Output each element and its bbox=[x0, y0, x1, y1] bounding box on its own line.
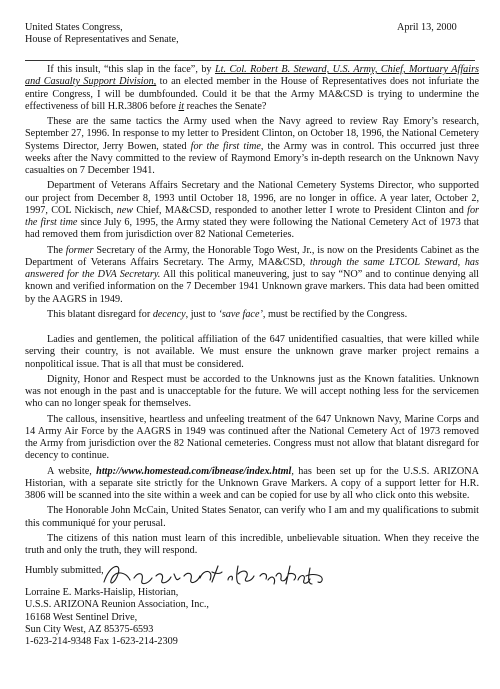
header-divider bbox=[25, 60, 475, 61]
salutation: Humbly submitted, bbox=[25, 565, 104, 576]
letter-body bbox=[25, 64, 479, 560]
text: The bbox=[47, 244, 66, 256]
sender-name: Lorraine E. Marks-Haislip, Historian, bbox=[25, 587, 179, 598]
paragraph bbox=[25, 466, 479, 503]
text: , just to bbox=[185, 308, 219, 320]
paragraph: Ladies and gentlemen, the political affiliation of the 647 unidentified casualties, that were killed while serving their country, is not available. We must ensure the unknown grave marker project remains a nonpolitical issue. That is all that must be considered. bbox=[25, 334, 479, 370]
text: Chief, MA&CSD, responded to another letter I wrote to President Clinton and bbox=[133, 204, 468, 216]
text: Department of Veterans Affairs Secretary and the National Cemetery Systems Director, who supported our project from December 8, 1993 until October 18, 1996, are no longer in office. A year later, October 2, 1997, COL Nickisch, bbox=[25, 180, 479, 216]
emphasis: through the same LTCOL Steward, has answered for the DVA Secretary. bbox=[25, 256, 479, 280]
text: , must be rectified by the Congress. bbox=[262, 308, 408, 320]
text: to an elected member in the House of Representatives does not infuriate the entire Congress, I will be dumbfounded. Could it be that the Army MA&CSD is trying to undermine the effectiveness of bill H.R.3806 before bbox=[25, 76, 479, 112]
emphasis: it bbox=[178, 100, 185, 112]
emphasis: decency bbox=[152, 308, 186, 320]
paragraph: Dignity, Honor and Respect must be accorded to the Unknowns just as the Known fatalities. Unknown was not enough in the past and is unacceptable for the future. We will accept nothing less for the servicemen who can no longer speak for themselves. bbox=[25, 373, 479, 410]
text: Secretary of the Army, the Honorable Togo West, Jr., is now on the Presidents Cabinet as the Department of Veterans Affairs Secretary. The Army, MA&CSD, bbox=[25, 244, 479, 268]
text: , the Army was in control. This occurred just three weeks after the Navy committed to the review of Raymond Emory’s in-depth research on the Unknown Navy casualties on 7 December 1941. bbox=[25, 140, 479, 176]
text: These are the same tactics the Army used when the Navy agreed to review Ray Emory’s research, September 27, 1996. In response to my letter to President Clinton, on October 18, 1996, the National Cemetery Systems Director, Jerry Bowen, stated bbox=[25, 116, 479, 152]
website-link[interactable]: http://www.homestead.com/ibnease/index.html bbox=[96, 465, 292, 477]
emphasis: ‘save face’ bbox=[218, 308, 263, 320]
text: reaches the Senate? bbox=[184, 100, 267, 112]
addressee-block bbox=[25, 22, 385, 47]
text: All this political maneuvering, just to say “NO” and to continue denying all known and verified information on the 7 December 1941 Unknown grave markers. This data had been omitted by the AAGRS in 1949. bbox=[25, 269, 480, 305]
paragraph bbox=[25, 180, 479, 241]
text: A website, bbox=[47, 465, 97, 477]
addressee-line: House of Representatives and Senate, bbox=[25, 34, 179, 46]
text: since July 6, 1995, the Army stated they were following the National Cemetery Act of 1973 that had removed them from jurisdiction over 82 National Cemeteries. bbox=[25, 217, 480, 241]
sender-organization: U.S.S. ARIZONA Reunion Association, Inc., bbox=[25, 599, 209, 611]
text: If this insult, “this slap in the face”, by bbox=[47, 64, 215, 75]
emphasis: former bbox=[65, 244, 94, 256]
sender-phone: 1-623-214-9348 Fax 1-623-214-2309 bbox=[25, 636, 178, 647]
paragraph bbox=[25, 245, 479, 306]
emphasis: for the first time bbox=[190, 140, 261, 152]
sender-city: Sun City West, AZ 85375-6593 bbox=[25, 623, 154, 635]
emphasis: new bbox=[116, 204, 134, 216]
sender-street: 16168 West Sentinel Drive, bbox=[25, 611, 138, 623]
emphasis: for the first time bbox=[25, 204, 480, 228]
paragraph bbox=[25, 64, 479, 113]
text: This blatant disregard for bbox=[47, 308, 153, 320]
sender-address bbox=[25, 587, 345, 648]
text: , has been set up for the U.S.S. ARIZONA Historian, with a separate site strictly for the Unknown Grave Markers. A copy of a support letter for H.R. 3806 will be scanned into the site within a week and can be copied for use by all who click onto this website. bbox=[25, 465, 479, 501]
paragraph bbox=[25, 116, 479, 177]
letter-date: April 13, 2000 bbox=[397, 22, 457, 33]
paragraph: The citizens of this nation must learn of this incredible, unbelievable situation. When they receive the truth and only the truth, they will respond. bbox=[25, 532, 479, 556]
addressee-line: United States Congress, bbox=[25, 22, 123, 33]
underlined-reference: Lt. Col. Robert B. Steward, U.S. Army, Chief, Mortuary Affairs and Casualty Support Division, bbox=[25, 64, 479, 88]
paragraph: The callous, insensitive, heartless and unfeeling treatment of the 647 Unknown Navy, Marine Corps and 14 Army Air Force by the AAGRS in 1949 was continued after the National Cemetery Act of 1973 removed the Army from jurisdiction over the 82 National cemeteries. Congress must not allow that blatant disregard for decency to continue. bbox=[25, 413, 479, 462]
paragraph-spacer bbox=[25, 324, 479, 334]
paragraph bbox=[25, 309, 479, 321]
paragraph: The Honorable John McCain, United States Senator, can verify who I am and my qualifications to submit this communiqué for your perusal. bbox=[25, 505, 479, 529]
